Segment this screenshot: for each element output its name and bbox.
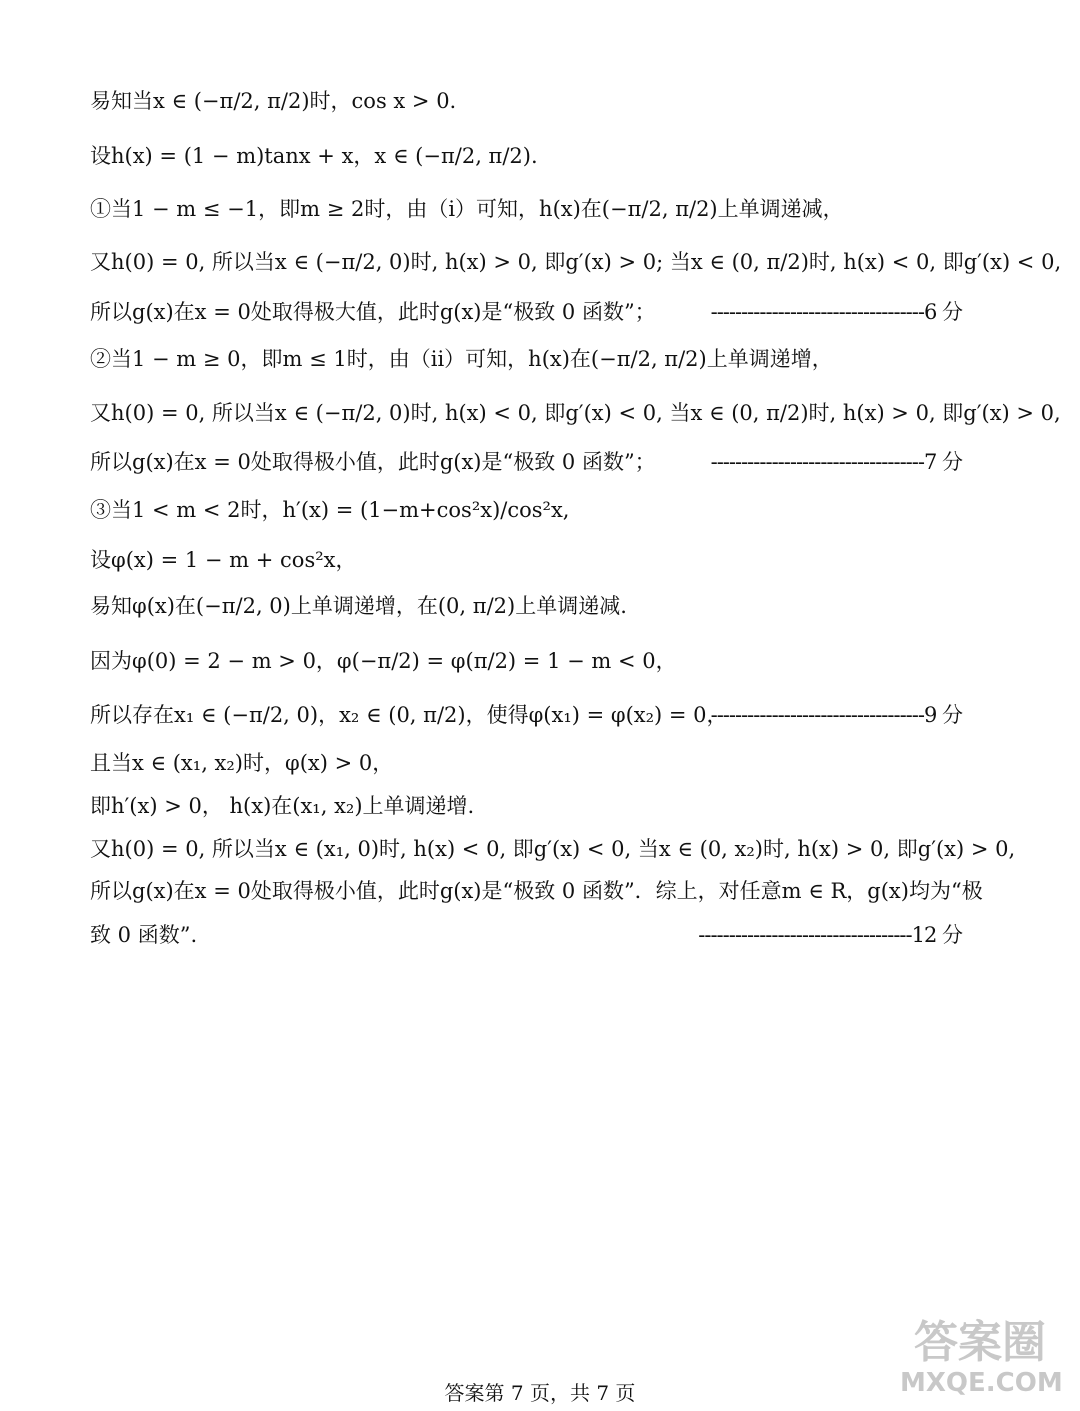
line-4: 又h(0) = 0, 所以当x ∈ (−π/2, 0)时, h(x) > 0, 即g′(x) > 0; 当x ∈ (0, π/2)时, h(x) < 0, 即g′(x) < 0, [90, 250, 1062, 274]
watermark-bottom: MXQE.COM [900, 1368, 1063, 1398]
line-3: ①当1 − m ≤ −1，即m ≥ 2时，由（i）可知，h(x)在(−π/2, π/2)上单调递减， [90, 197, 844, 221]
line-8-text: 所以g(x)在x = 0处取得极小值，此时g(x)是“极致 0 函数”； [90, 450, 656, 474]
line-12: 因为φ(0) = 2 − m > 0，φ(−π/2) = φ(π/2) = 1 − m < 0， [90, 649, 677, 673]
page-footer: 答案第 7 页，共 7 页 [444, 1381, 636, 1405]
line-6: ②当1 − m ≥ 0，即m ≤ 1时，由（ii）可知，h(x)在(−π/2, π/2)上单调递增， [90, 347, 833, 371]
line-11: 易知φ(x)在(−π/2, 0)上单调递增，在(0, π/2)上单调递减. [90, 594, 627, 618]
line-5-text: 所以g(x)在x = 0处取得极大值，此时g(x)是“极致 0 函数”； [90, 300, 656, 324]
line-7: 又h(0) = 0, 所以当x ∈ (−π/2, 0)时, h(x) < 0, 即g′(x) < 0, 当x ∈ (0, π/2)时, h(x) > 0, 即g′(x) > 0, [90, 401, 1061, 425]
score-12: -----------------------------------12 分 [698, 923, 962, 947]
score-9: -----------------------------------9 分 [710, 703, 962, 727]
line-18-text: 致 0 函数”. [90, 923, 198, 947]
line-15: 即h′(x) > 0， h(x)在(x₁, x₂)上单调递增. [90, 794, 475, 818]
line-10: 设φ(x) = 1 − m + cos²x， [90, 548, 357, 572]
line-9: ③当1 < m < 2时，h′(x) = (1−m+cos²x)/cos²x, [90, 498, 570, 522]
line-1: 易知当x ∈ (−π/2, π/2)时，cos x > 0. [90, 89, 457, 113]
watermark-top: 答案圈 [914, 1317, 1046, 1368]
line-17: 所以g(x)在x = 0处取得极小值，此时g(x)是“极致 0 函数”．综上，对任意m ∈ R，g(x)均为“极 [90, 879, 983, 903]
line-16: 又h(0) = 0, 所以当x ∈ (x₁, 0)时, h(x) < 0, 即g′(x) < 0, 当x ∈ (0, x₂)时, h(x) > 0, 即g′(x) > 0, [90, 837, 1016, 861]
line-2: 设h(x) = (1 − m)tanx + x，x ∈ (−π/2, π/2). [90, 144, 538, 168]
line-14: 且当x ∈ (x₁, x₂)时，φ(x) > 0， [90, 751, 394, 775]
score-6: -----------------------------------6 分 [710, 300, 962, 324]
score-7: -----------------------------------7 分 [710, 450, 962, 474]
line-13-text: 所以存在x₁ ∈ (−π/2, 0)，x₂ ∈ (0, π/2)，使得φ(x₁) = φ(x₂) = 0， [90, 703, 728, 727]
